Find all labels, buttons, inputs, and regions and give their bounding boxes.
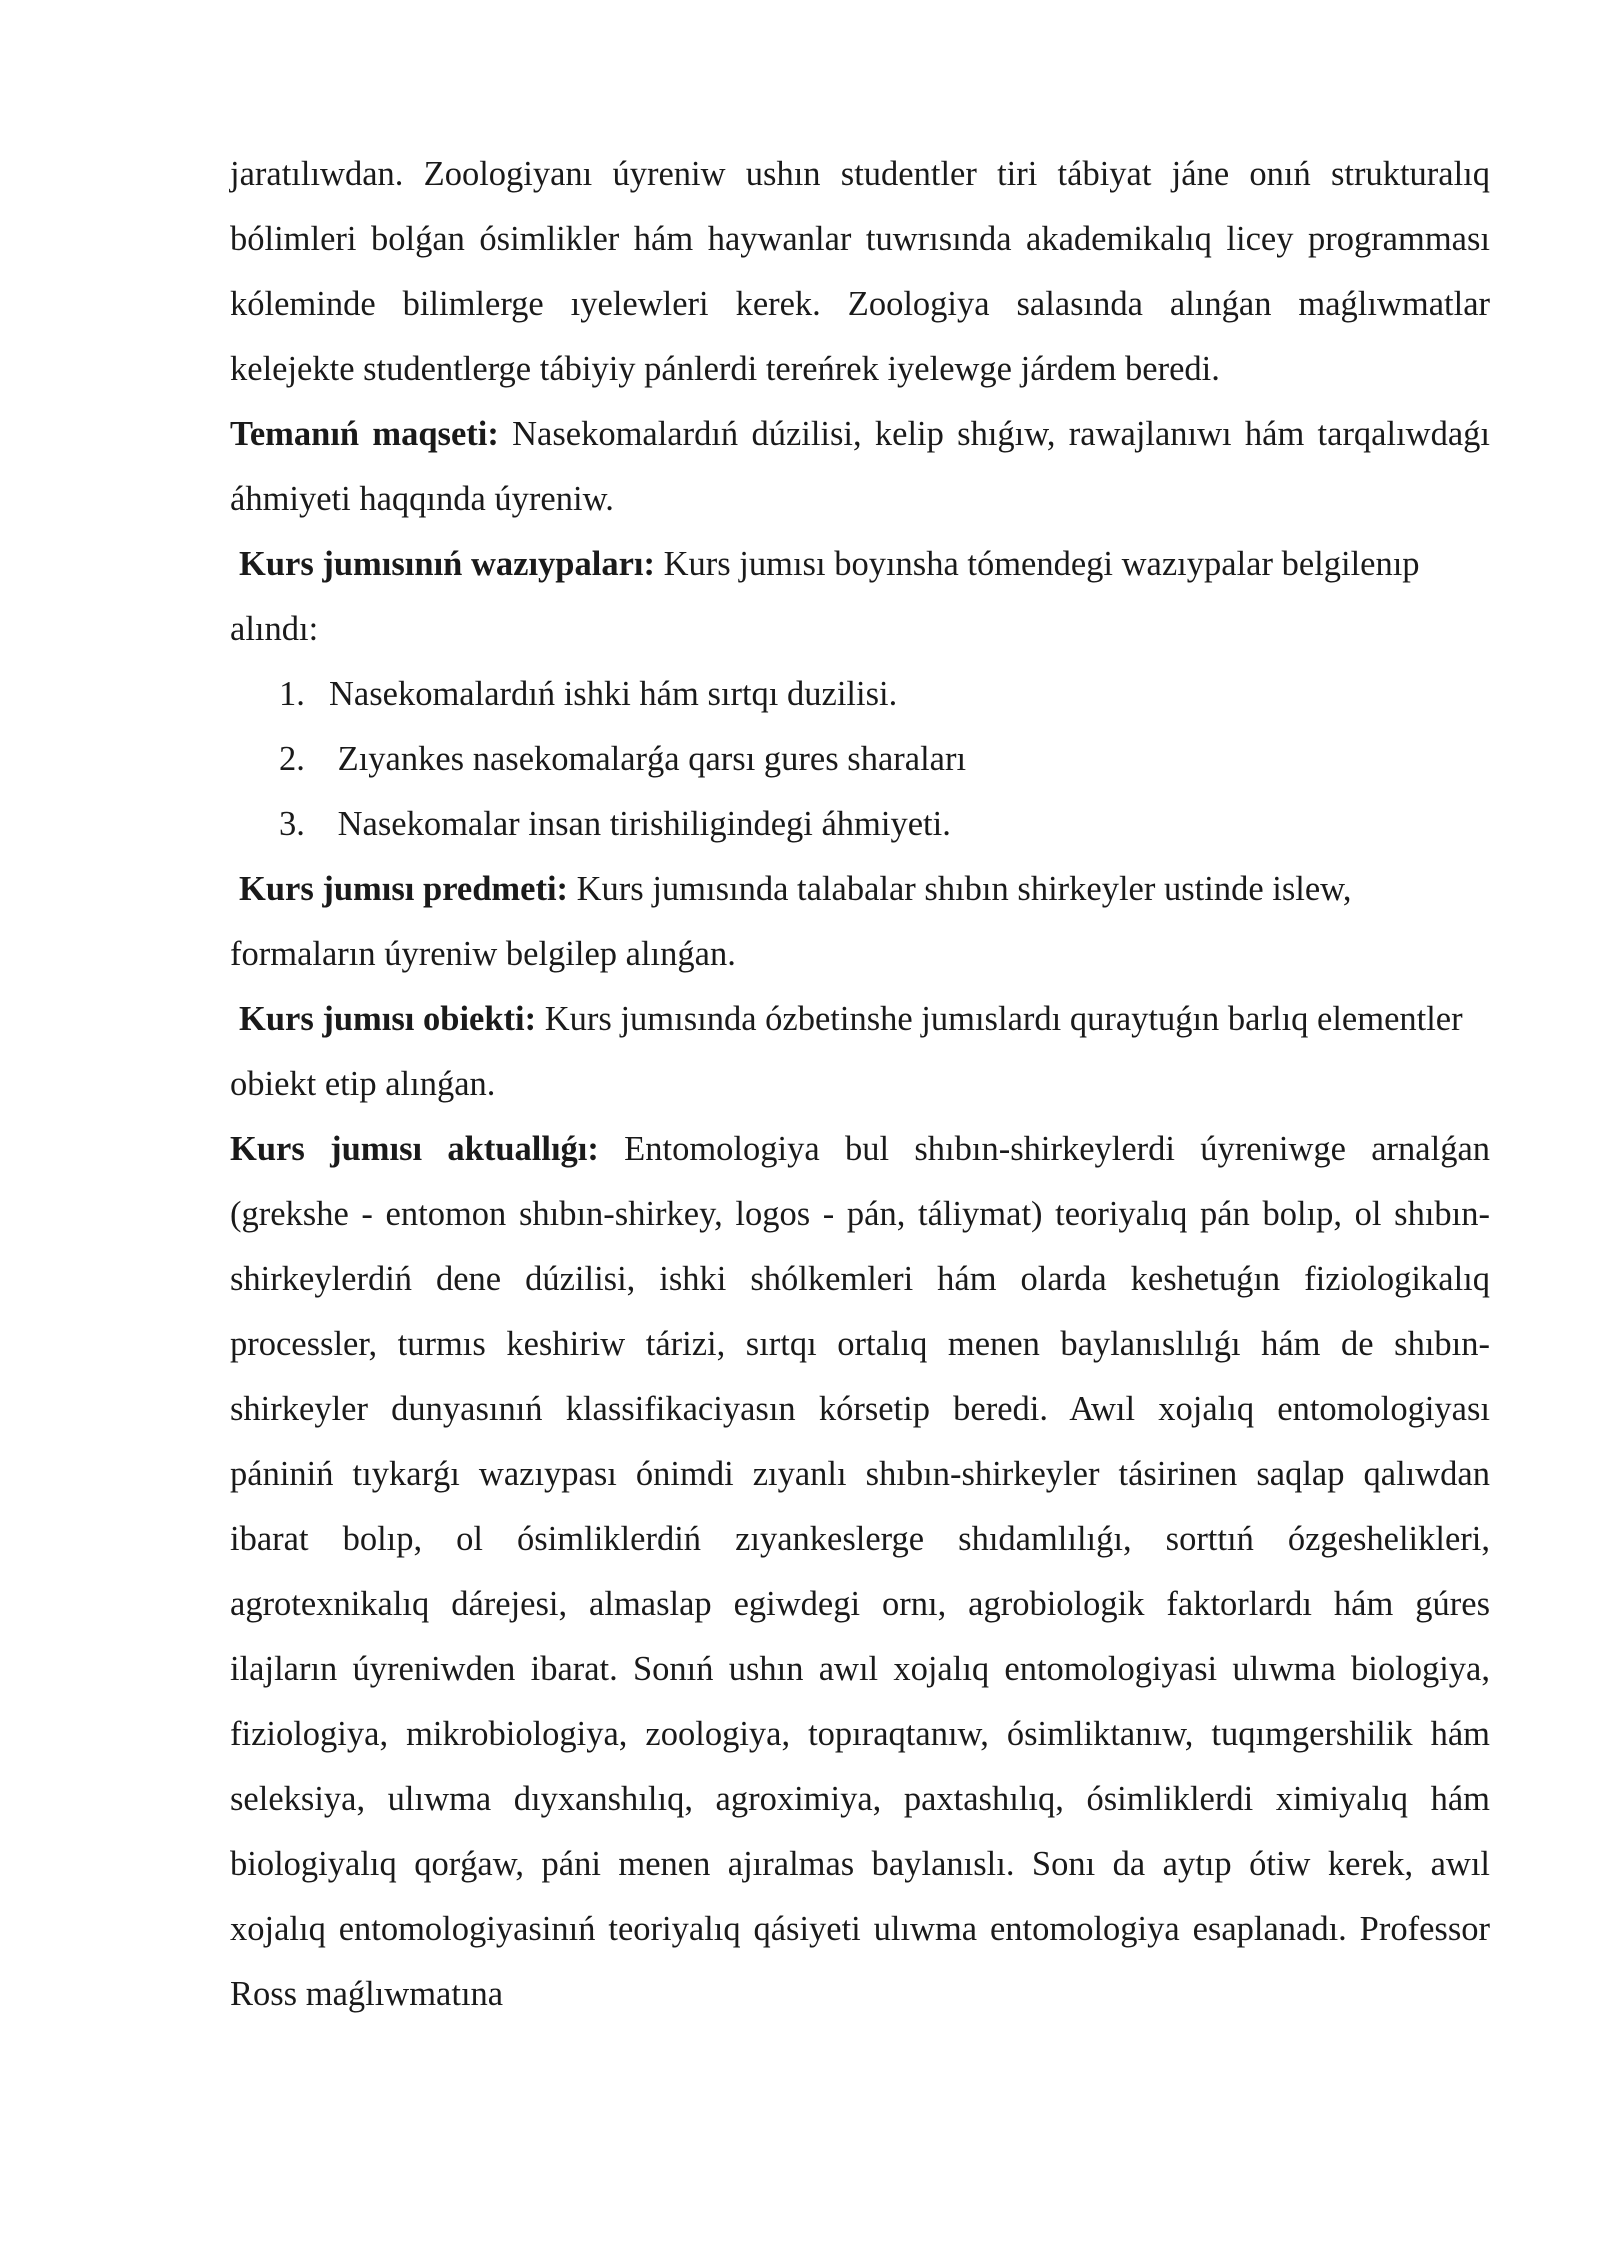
tasks-list [230, 662, 1490, 857]
list-item-text: Zıyankes nasekomalarǵa qarsı gures sharaları [329, 740, 967, 778]
tasks-label: Kurs jumısınıń wazıypaları: [239, 545, 655, 583]
list-item [230, 727, 1490, 792]
list-item-text: Nasekomalardıń ishki hám sırtqı duzilisi. [329, 675, 898, 713]
list-item-number: 1. [279, 675, 305, 713]
tasks-text: Kurs jumısı boyınsha tómendegi wazıypalar belgilenıp alındı: [230, 545, 1420, 648]
relevance-paragraph [230, 1117, 1490, 2027]
relevance-text: Entomologiya bul shıbın-shirkeylerdi úyreniwge arnalǵan (grekshe - entomon shıbın-shirkey, logos - pán, táliymat) teoriyalıq pán bolıp, ol shıbın-shirkeylerdiń dene dúzilisi, ishki shólkemleri hám olarda keshetuǵın fiziologikalıq processler, turmıs keshiriw tárizi, sırtqı ortalıq menen baylanıslılıǵı hám de shıbın-shirkeyler dunyasınıń klassifikaciyasın kórsetip beredi. Awıl xojalıq entomologiyası pániniń tıykarǵı wazıypası ónimdi zıyanlı shıbın-shirkeyler tásirinen saqlap qalıwdan ibarat bolıp, ol ósimliklerdiń zıyankeslerge shıdamlılıǵı, sorttıń ózgeshelikleri, agrotexnikalıq dárejesi, almaslap egiwdegi ornı, agrobiologik faktorlardı hám gúres ilajların úyreniwden ibarat. Sonıń ushın awıl xojalıq entomologiyasi ulıwma biologiya, fiziologiya, mikrobiologiya, zoologiya, topıraqtanıw, ósimliktanıw, tuqımgershilik hám seleksiya, ulıwma dıyxanshılıq, agroximiya, paxtashılıq, ósimliklerdi ximiyalıq hám biologiyalıq qorǵaw, páni menen ajıralmas baylanıslı. Sonı da aytıp ótiw kerek, awıl xojalıq entomologiyasinıń teoriyalıq qásiyeti ulıwma entomologiya esaplanadı. Professor Ross maǵlıwmatına [230, 1130, 1491, 2013]
list-item-text: Nasekomalar insan tirishiligindegi áhmiyeti. [329, 805, 951, 843]
document-body [230, 142, 1490, 2027]
aim-label: Temanıń maqseti: [230, 415, 499, 453]
aim-text: Nasekomalardıń dúzilisi, kelip shıǵıw, rawajlanıwı hám tarqalıwdaǵı áhmiyeti haqqında úyreniw. [230, 415, 1490, 518]
intro-paragraph [230, 142, 1490, 402]
list-item-number: 2. [279, 740, 305, 778]
intro-text: jaratılıwdan. Zoologiyanı úyreniw ushın studentler tiri tábiyat jáne onıń strukturalıq bólimleri bolǵan ósimlikler hám haywanlar tuwrısında akademikalıq licey programması kóleminde bilimlerge ıyelewleri kerek. Zoologiya salasında alınǵan maǵlıwmatlar kelejekte studentlerge tábiyiy pánlerdi tereńrek iyelewge járdem beredi. [230, 155, 1490, 388]
relevance-label: Kurs jumısı aktuallıǵı: [230, 1130, 599, 1168]
object-label: Kurs jumısı obiekti: [239, 1000, 537, 1038]
aim-paragraph [230, 402, 1490, 532]
list-item-number: 3. [279, 805, 305, 843]
subject-paragraph [230, 857, 1490, 987]
object-paragraph [230, 987, 1490, 1117]
subject-text: Kurs jumısında talabalar shıbın shirkeyler ustinde islew, formaların úyreniw belgilep alınǵan. [230, 870, 1352, 973]
tasks-paragraph [230, 532, 1490, 662]
list-item [230, 792, 1490, 857]
subject-label: Kurs jumısı predmeti: [239, 870, 569, 908]
list-item [230, 662, 1490, 727]
object-text: Kurs jumısında ózbetinshe jumıslardı quraytuǵın barlıq elementler obiekt etip alınǵan. [230, 1000, 1463, 1103]
